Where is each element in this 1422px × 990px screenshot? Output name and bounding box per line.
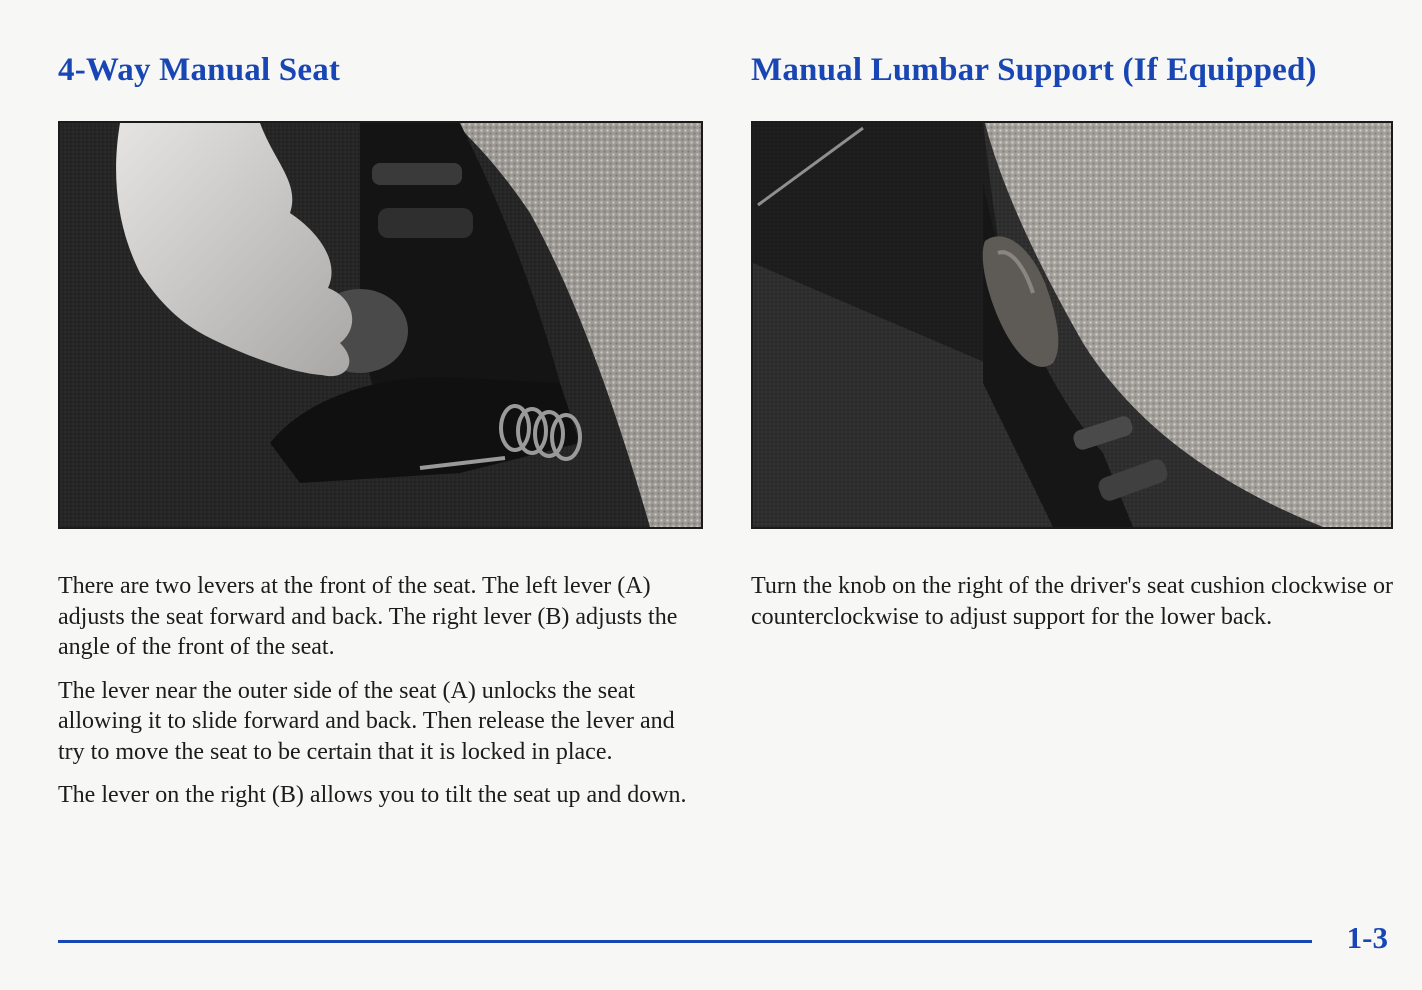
left-body-text [58, 571, 703, 824]
lumbar-knob-photo [751, 121, 1393, 529]
paragraph: Turn the knob on the right of the driver's seat cushion clockwise or counterclockwise to adjust support for the lower back. [751, 573, 1393, 630]
lumbar-knob-photo-image [753, 123, 1391, 527]
paragraph: There are two levers at the front of the seat. The left lever (A) adjusts the seat forward and back. The right lever (B) adjusts the angle of the front of the seat. [58, 573, 678, 660]
seat-lever-photo [58, 121, 703, 529]
section-title-manual-seat: 4-Way Manual Seat [58, 52, 341, 88]
paragraph: The lever on the right (B) allows you to tilt the seat up and down. [58, 782, 687, 808]
page-number: 1-3 [1346, 920, 1388, 955]
paragraph: The lever near the outer side of the seat (A) unlocks the seat allowing it to slide forward and back. Then release the lever and try to move the seat to be certain that it is locked in place. [58, 677, 675, 765]
section-title-lumbar-support: Manual Lumbar Support (If Equipped) [751, 52, 1317, 88]
footer-rule [58, 940, 1312, 943]
seat-lever-photo-image [60, 123, 701, 527]
right-body-text [751, 571, 1393, 645]
